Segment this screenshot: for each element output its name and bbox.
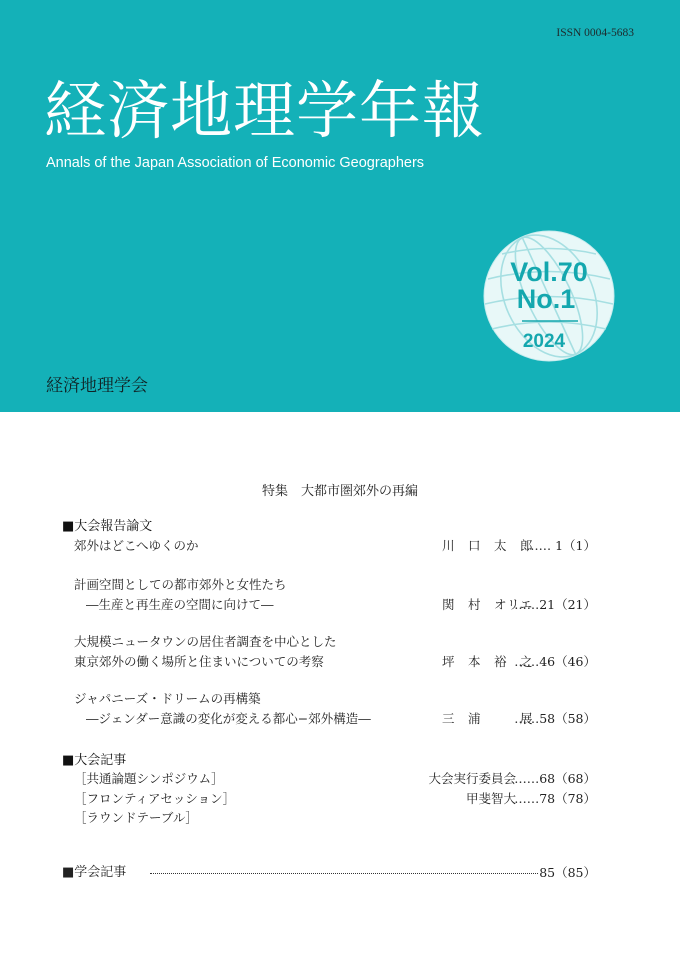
event-title: ［ラウンドテーブル］ [74, 810, 198, 825]
event-pages: ……68（68） [514, 771, 596, 786]
event-entry[interactable] [74, 790, 596, 808]
article-pages: ……21（21） [514, 597, 596, 612]
toc-entry[interactable] [74, 690, 596, 708]
society-news-heading: ■学会記事 [62, 865, 127, 880]
society-news-pages: 85（85） [539, 865, 596, 880]
journal-title-english: Annals of the Japan Association of Economic Geographers [46, 155, 425, 171]
section-heading-papers: ■大会報告論文 [62, 519, 153, 534]
section-heading-events: ■大会記事 [62, 753, 127, 768]
article-title: 大規模ニュータウンの居住者調査を中心とした [74, 634, 337, 649]
article-title: 郊外はどこへゆくのか [74, 538, 199, 553]
year-label: 2024 [522, 331, 566, 352]
volume-label: Vol.70 [510, 257, 588, 287]
society-news-entry[interactable] [62, 864, 596, 882]
event-entry[interactable] [74, 809, 596, 827]
article-subtitle: 東京郊外の働く場所と住まいについての考察 [74, 654, 324, 669]
article-title: ジャパニーズ・ドリームの再構築 [74, 691, 261, 706]
article-author: 関 村 オリエ [442, 597, 533, 612]
article-subtitle: ―生産と再生産の空間に向けて― [86, 597, 274, 612]
event-pages: ……78（78） [514, 791, 596, 806]
journal-title: 経済地理学年報 [44, 74, 486, 147]
article-pages: ……46（46） [514, 654, 596, 669]
feature-title: 特集 大都市圏郊外の再編 [261, 484, 418, 499]
toc-entry-cont[interactable] [74, 596, 596, 614]
globe-icon [482, 229, 616, 363]
issn: ISSN 0004-5683 [556, 27, 634, 39]
article-subtitle: ―ジェンダー意識の変化が変える都心−郊外構造― [86, 711, 371, 726]
article-author: 川 口 太 郎 [442, 538, 534, 553]
cover-header [0, 0, 680, 412]
leader-dots [150, 873, 538, 874]
publisher: 経済地理学会 [46, 376, 148, 396]
toc-entry[interactable] [74, 576, 596, 594]
number-label: No.1 [516, 284, 576, 314]
toc-entry[interactable] [74, 537, 596, 555]
article-pages: …… 1（1） [526, 538, 596, 553]
article-title: 計画空間としての都市郊外と女性たち [74, 577, 287, 592]
article-author: 坪 本 裕 之 [442, 654, 534, 669]
toc-entry-cont[interactable] [74, 710, 596, 728]
event-author: 甲斐智大 [465, 791, 516, 806]
event-entry[interactable] [74, 770, 596, 788]
event-title: ［フロンティアセッション］ [74, 791, 236, 806]
event-title: ［共通論題シンポジウム］ [74, 771, 224, 786]
event-author: 大会実行委員会 [428, 771, 516, 786]
article-author: 三 浦 展 [442, 711, 534, 726]
toc-entry[interactable] [74, 633, 596, 651]
article-pages: ……58（58） [514, 711, 596, 726]
toc-entry-cont[interactable] [74, 653, 596, 671]
